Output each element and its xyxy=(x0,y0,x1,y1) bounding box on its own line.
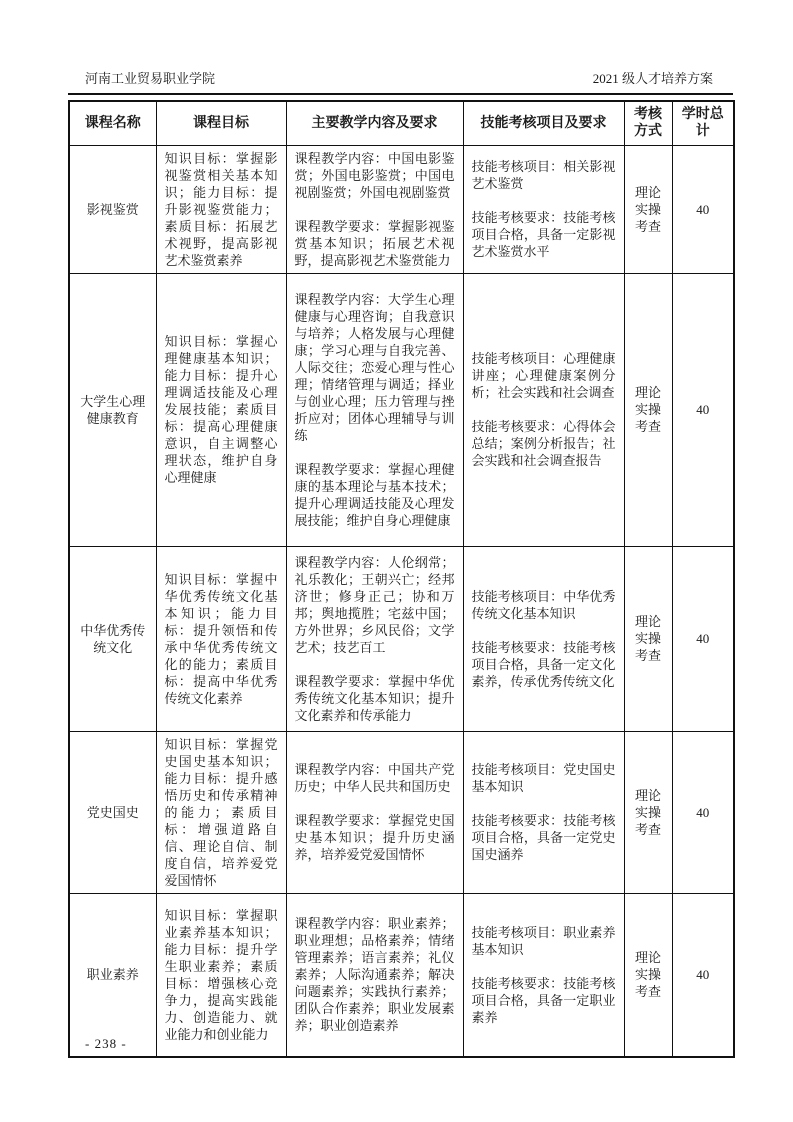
assessment-method-cell: 理论实操考查 xyxy=(624,893,672,1057)
assessment-method-cell: 理论实操考查 xyxy=(624,731,672,893)
course-table xyxy=(68,100,735,1058)
total-hours-cell: 40 xyxy=(672,145,734,273)
header-cell-objectives: 课程目标 xyxy=(156,101,286,145)
teaching-content-text: 课程教学内容：人伦纲常；礼乐教化；王朝兴亡；经邦济世；修身正己；协和万邦；舆地揽胜；宅兹中国；方外世界；乡风民俗；文学艺术；技艺百工 xyxy=(294,554,455,655)
header-cell-content: 主要教学内容及要求 xyxy=(286,101,463,145)
total-hours-cell: 40 xyxy=(672,546,734,731)
skill-assessment-requirements-text: 技能考核要求：技能考核项目合格，具备一定职业素养 xyxy=(471,975,616,1025)
teaching-content-text: 课程教学内容：中国电影鉴赏；外国电影鉴赏；中国电视剧鉴赏；外国电视剧鉴赏 xyxy=(294,150,455,200)
teaching-content-cell xyxy=(286,893,463,1057)
skill-assessment-requirements-text: 技能考核要求：技能考核项目合格，具备一定党史国史涵养 xyxy=(471,813,616,862)
course-name-cell: 中华优秀传统文化 xyxy=(69,546,156,731)
page-number: - 238 - xyxy=(85,1036,127,1051)
teaching-requirements-text: 课程教学要求：掌握心理健康的基本理论与基本技术；提升心理调适技能及心理发展技能；维护自身心理健康 xyxy=(294,461,455,528)
course-row xyxy=(69,145,734,273)
course-row xyxy=(69,546,734,731)
skill-assessment-items-text: 技能考核项目：相关影视艺术鉴赏 xyxy=(471,159,616,191)
teaching-content-text: 课程教学内容：中国共产党历史；中华人民共和国历史 xyxy=(294,762,455,794)
skill-assessment-requirements-text: 技能考核要求：心得体会总结；案例分析报告；社会实践和社会调查报告 xyxy=(471,419,616,468)
course-objectives-cell: 知识目标：掌握心理健康基本知识；能力目标：提升心理调适技能及心理发展技能；素质目标：提高心理健康意识，自主调整心理状态，维护自身心理健康 xyxy=(156,273,286,546)
skill-assessment-cell xyxy=(463,546,624,731)
course-objectives-cell: 知识目标：掌握中华优秀传统文化基本知识；能力目标：提升领悟和传承中华优秀传统文化的能力；素质目标：提高中华优秀传统文化素养 xyxy=(156,546,286,731)
teaching-content-text: 课程教学内容：职业素养；职业理想；品格素养；情绪管理素养；语言素养；礼仪素养；人际沟通素养；解决问题素养；实践执行素养；团队合作素养；职业发展素养；职业创造素养 xyxy=(294,916,455,1034)
teaching-content-cell xyxy=(286,546,463,731)
teaching-content-cell xyxy=(286,145,463,273)
skill-assessment-cell xyxy=(463,731,624,893)
course-name-cell: 职业素养 xyxy=(69,893,156,1057)
course-objectives-cell: 知识目标：掌握党史国史基本知识；能力目标：提升感悟历史和传承精神的能力；素质目标：增强道路自信、理论自信、制度自信，培养爱党爱国情怀 xyxy=(156,731,286,893)
skill-assessment-cell xyxy=(463,273,624,546)
assessment-method-cell: 理论实操考查 xyxy=(624,546,672,731)
skill-assessment-items-text: 技能考核项目：党史国史基本知识 xyxy=(471,762,616,794)
header-cell-skills: 技能考核项目及要求 xyxy=(463,101,624,145)
skill-assessment-items-text: 技能考核项目：中华优秀传统文化基本知识 xyxy=(471,588,616,621)
header-rule xyxy=(68,93,733,95)
course-row xyxy=(69,893,734,1057)
course-row xyxy=(69,273,734,546)
teaching-content-cell xyxy=(286,731,463,893)
course-name-cell: 大学生心理健康教育 xyxy=(69,273,156,546)
total-hours-cell: 40 xyxy=(672,893,734,1057)
header-cell-method: 考核方式 xyxy=(624,101,672,145)
course-table-head xyxy=(69,101,734,145)
teaching-content-text: 课程教学内容：大学生心理健康与心理咨询；自我意识与培养；人格发展与心理健康；学习心理与自我完善、人际交往；恋爱心理与性心理；情绪管理与调适；择业与创业心理；压力管理与挫折应对；团体心理辅导与训练 xyxy=(294,291,455,443)
header-cell-hours: 学时总计 xyxy=(672,101,734,145)
teaching-requirements-text: 课程教学要求：掌握影视鉴赏基本知识；拓展艺术视野，提高影视艺术鉴赏能力 xyxy=(294,218,455,268)
page-header xyxy=(68,70,733,88)
skill-assessment-cell xyxy=(463,893,624,1057)
teaching-requirements-text: 课程教学要求：掌握党史国史基本知识；提升历史涵养，培养爱党爱国情怀 xyxy=(294,813,455,862)
assessment-method-cell: 理论实操考查 xyxy=(624,145,672,273)
teaching-content-cell xyxy=(286,273,463,546)
course-table-body xyxy=(69,145,734,1057)
skill-assessment-cell xyxy=(463,145,624,273)
total-hours-cell: 40 xyxy=(672,731,734,893)
course-row xyxy=(69,731,734,893)
teaching-requirements-text: 课程教学要求：掌握中华优秀传统文化基本知识；提升文化素养和传承能力 xyxy=(294,673,455,723)
course-objectives-cell: 知识目标：掌握影视鉴赏相关基本知识；能力目标：提升影视鉴赏能力；素质目标：拓展艺术视野，提高影视艺术鉴赏素养 xyxy=(156,145,286,273)
course-name-cell: 党史国史 xyxy=(69,731,156,893)
header-school-name: 河南工业贸易职业学院 xyxy=(85,71,216,86)
course-objectives-cell: 知识目标：掌握职业素养基本知识；能力目标：提升学生职业素养；素质目标：增强核心竞争力，提高实践能力、创造能力、就业能力和创业能力 xyxy=(156,893,286,1057)
skill-assessment-items-text: 技能考核项目：心理健康讲座；心理健康案例分析；社会实践和社会调查 xyxy=(471,351,616,400)
skill-assessment-items-text: 技能考核项目：职业素养基本知识 xyxy=(471,924,616,957)
header-row xyxy=(69,101,734,145)
skill-assessment-requirements-text: 技能考核要求：技能考核项目合格，具备一定文化素养，传承优秀传统文化 xyxy=(471,639,616,689)
header-cell-course-name: 课程名称 xyxy=(69,101,156,145)
course-name-cell: 影视鉴赏 xyxy=(69,145,156,273)
header-plan-title: 2021 级人才培养方案 xyxy=(592,71,713,86)
skill-assessment-requirements-text: 技能考核要求：技能考核项目合格，具备一定影视艺术鉴赏水平 xyxy=(471,210,616,259)
assessment-method-cell: 理论实操考查 xyxy=(624,273,672,546)
total-hours-cell: 40 xyxy=(672,273,734,546)
